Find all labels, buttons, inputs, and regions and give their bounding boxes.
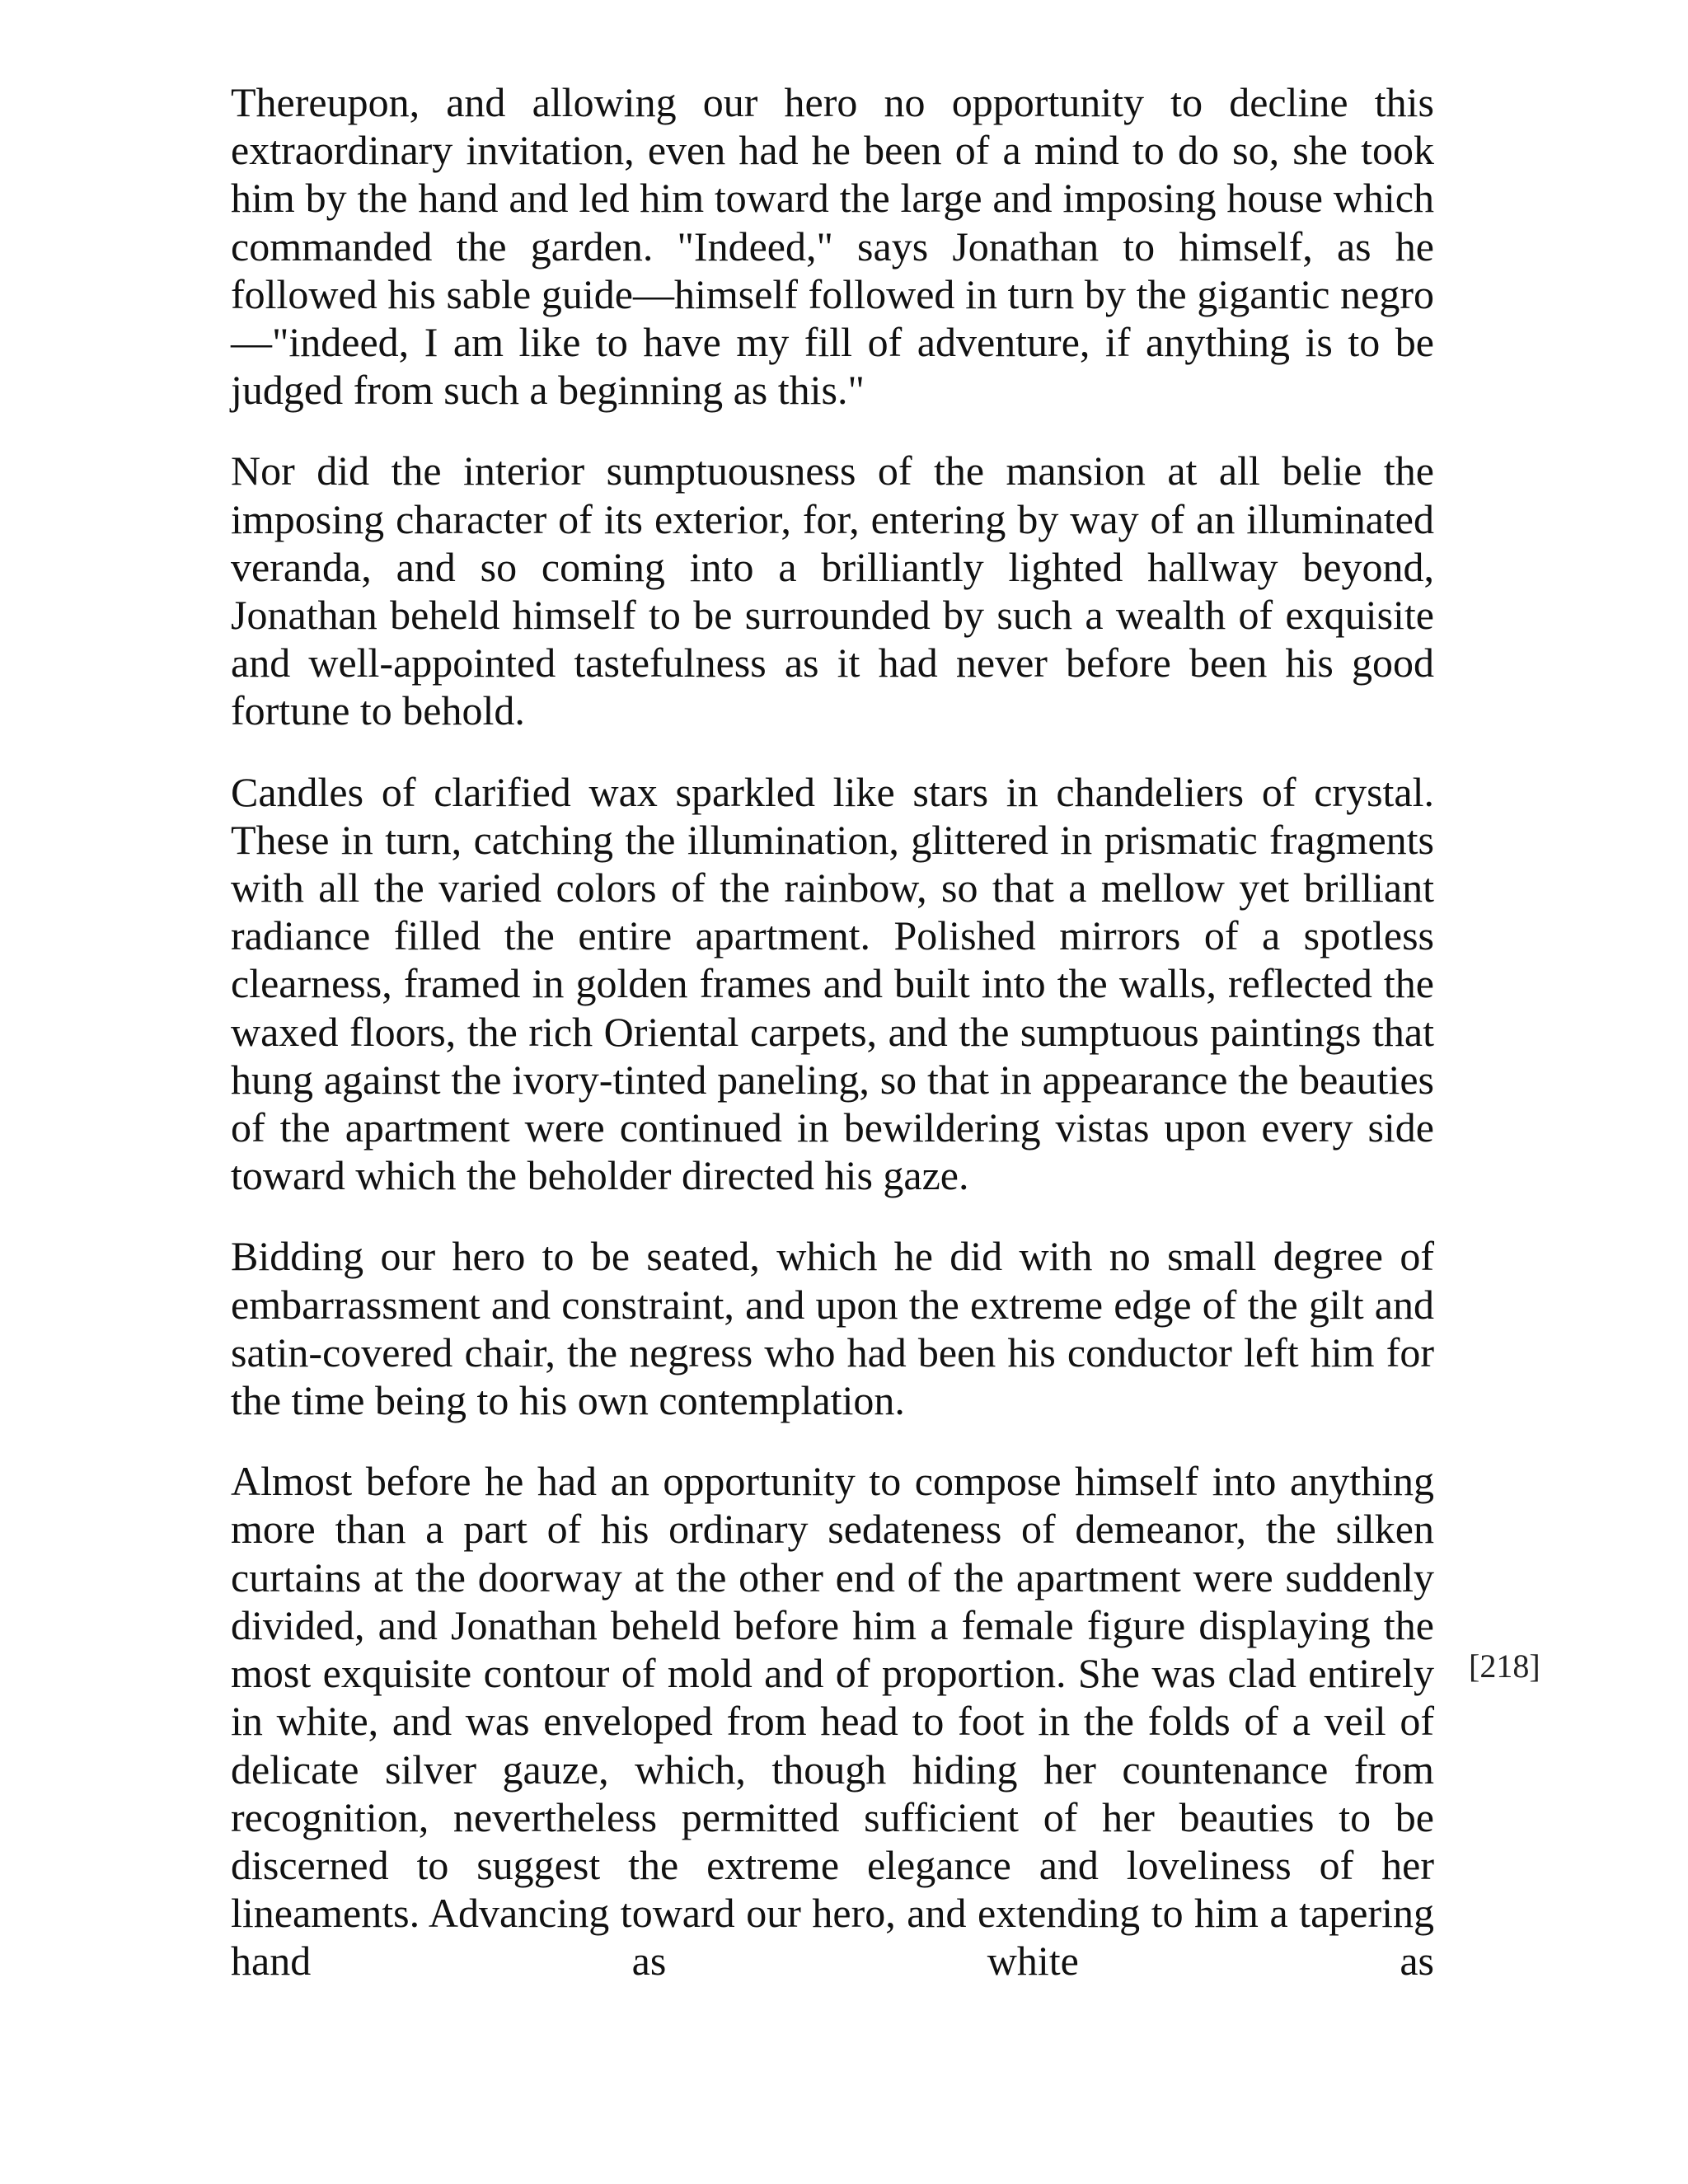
paragraph-1: Thereupon, and allowing our hero no opportunity to decline this extraordinary invitation, even had he been of a mind to do so, she took him by the hand and led him toward the large and imposing house which commanded the garden. "Indeed," says Jonathan to himself, as he followed his sable guide—himself followed in turn by the gigantic negro—"indeed, I am like to have my fill of adventure, if anything is to be judged from such a beginning as this." (231, 79, 1434, 414)
paragraph-5: Almost before he had an opportunity to compose himself into anything more than a part of his ordinary sedateness of demeanor, the silken curtains at the doorway at the other end of the apartment were suddenly divided, and Jonathan beheld before him a female figure displaying the most exquisite contour of mold and of proportion. She was clad entirely in white, and was enveloped from head to foot in the folds of a veil of delicate silver gauze, which, though hiding her countenance from recognition, nevertheless permitted sufficient of her beauties to be discerned to suggest the extreme elegance and loveliness of her lineaments. Advancing toward our hero, and extending to him a tapering hand as white as (231, 1458, 1434, 1985)
book-page-text (231, 78, 1434, 2018)
page-number: [218] (1469, 1647, 1540, 1685)
paragraph-3: Candles of clarified wax sparkled like stars in chandeliers of crystal. These in turn, catching the illumination, glittered in prismatic fragments with all the varied colors of the rainbow, so that a mellow yet brilliant radiance filled the entire apartment. Polished mirrors of a spotless clearness, framed in golden frames and built into the walls, reflected the waxed floors, the rich Oriental carpets, and the sumptuous paintings that hung against the ivory-tinted paneling, so that in appearance the beauties of the apartment were continued in bewildering vistas upon every side toward which the beholder directed his gaze. (231, 768, 1434, 1199)
paragraph-2: Nor did the interior sumptuousness of the mansion at all belie the imposing character of its exterior, for, entering by way of an illuminated veranda, and so coming into a brilliantly lighted hallway beyond, Jonathan beheld himself to be surrounded by such a wealth of exquisite and well-appointed tastefulness as it had never before been his good fortune to behold. (231, 448, 1434, 734)
paragraph-4: Bidding our hero to be seated, which he did with no small degree of embarrassment and constraint, and upon the extreme edge of the gilt and satin-covered chair, the negress who had been his conductor left him for the time being to his own contemplation. (231, 1233, 1434, 1424)
